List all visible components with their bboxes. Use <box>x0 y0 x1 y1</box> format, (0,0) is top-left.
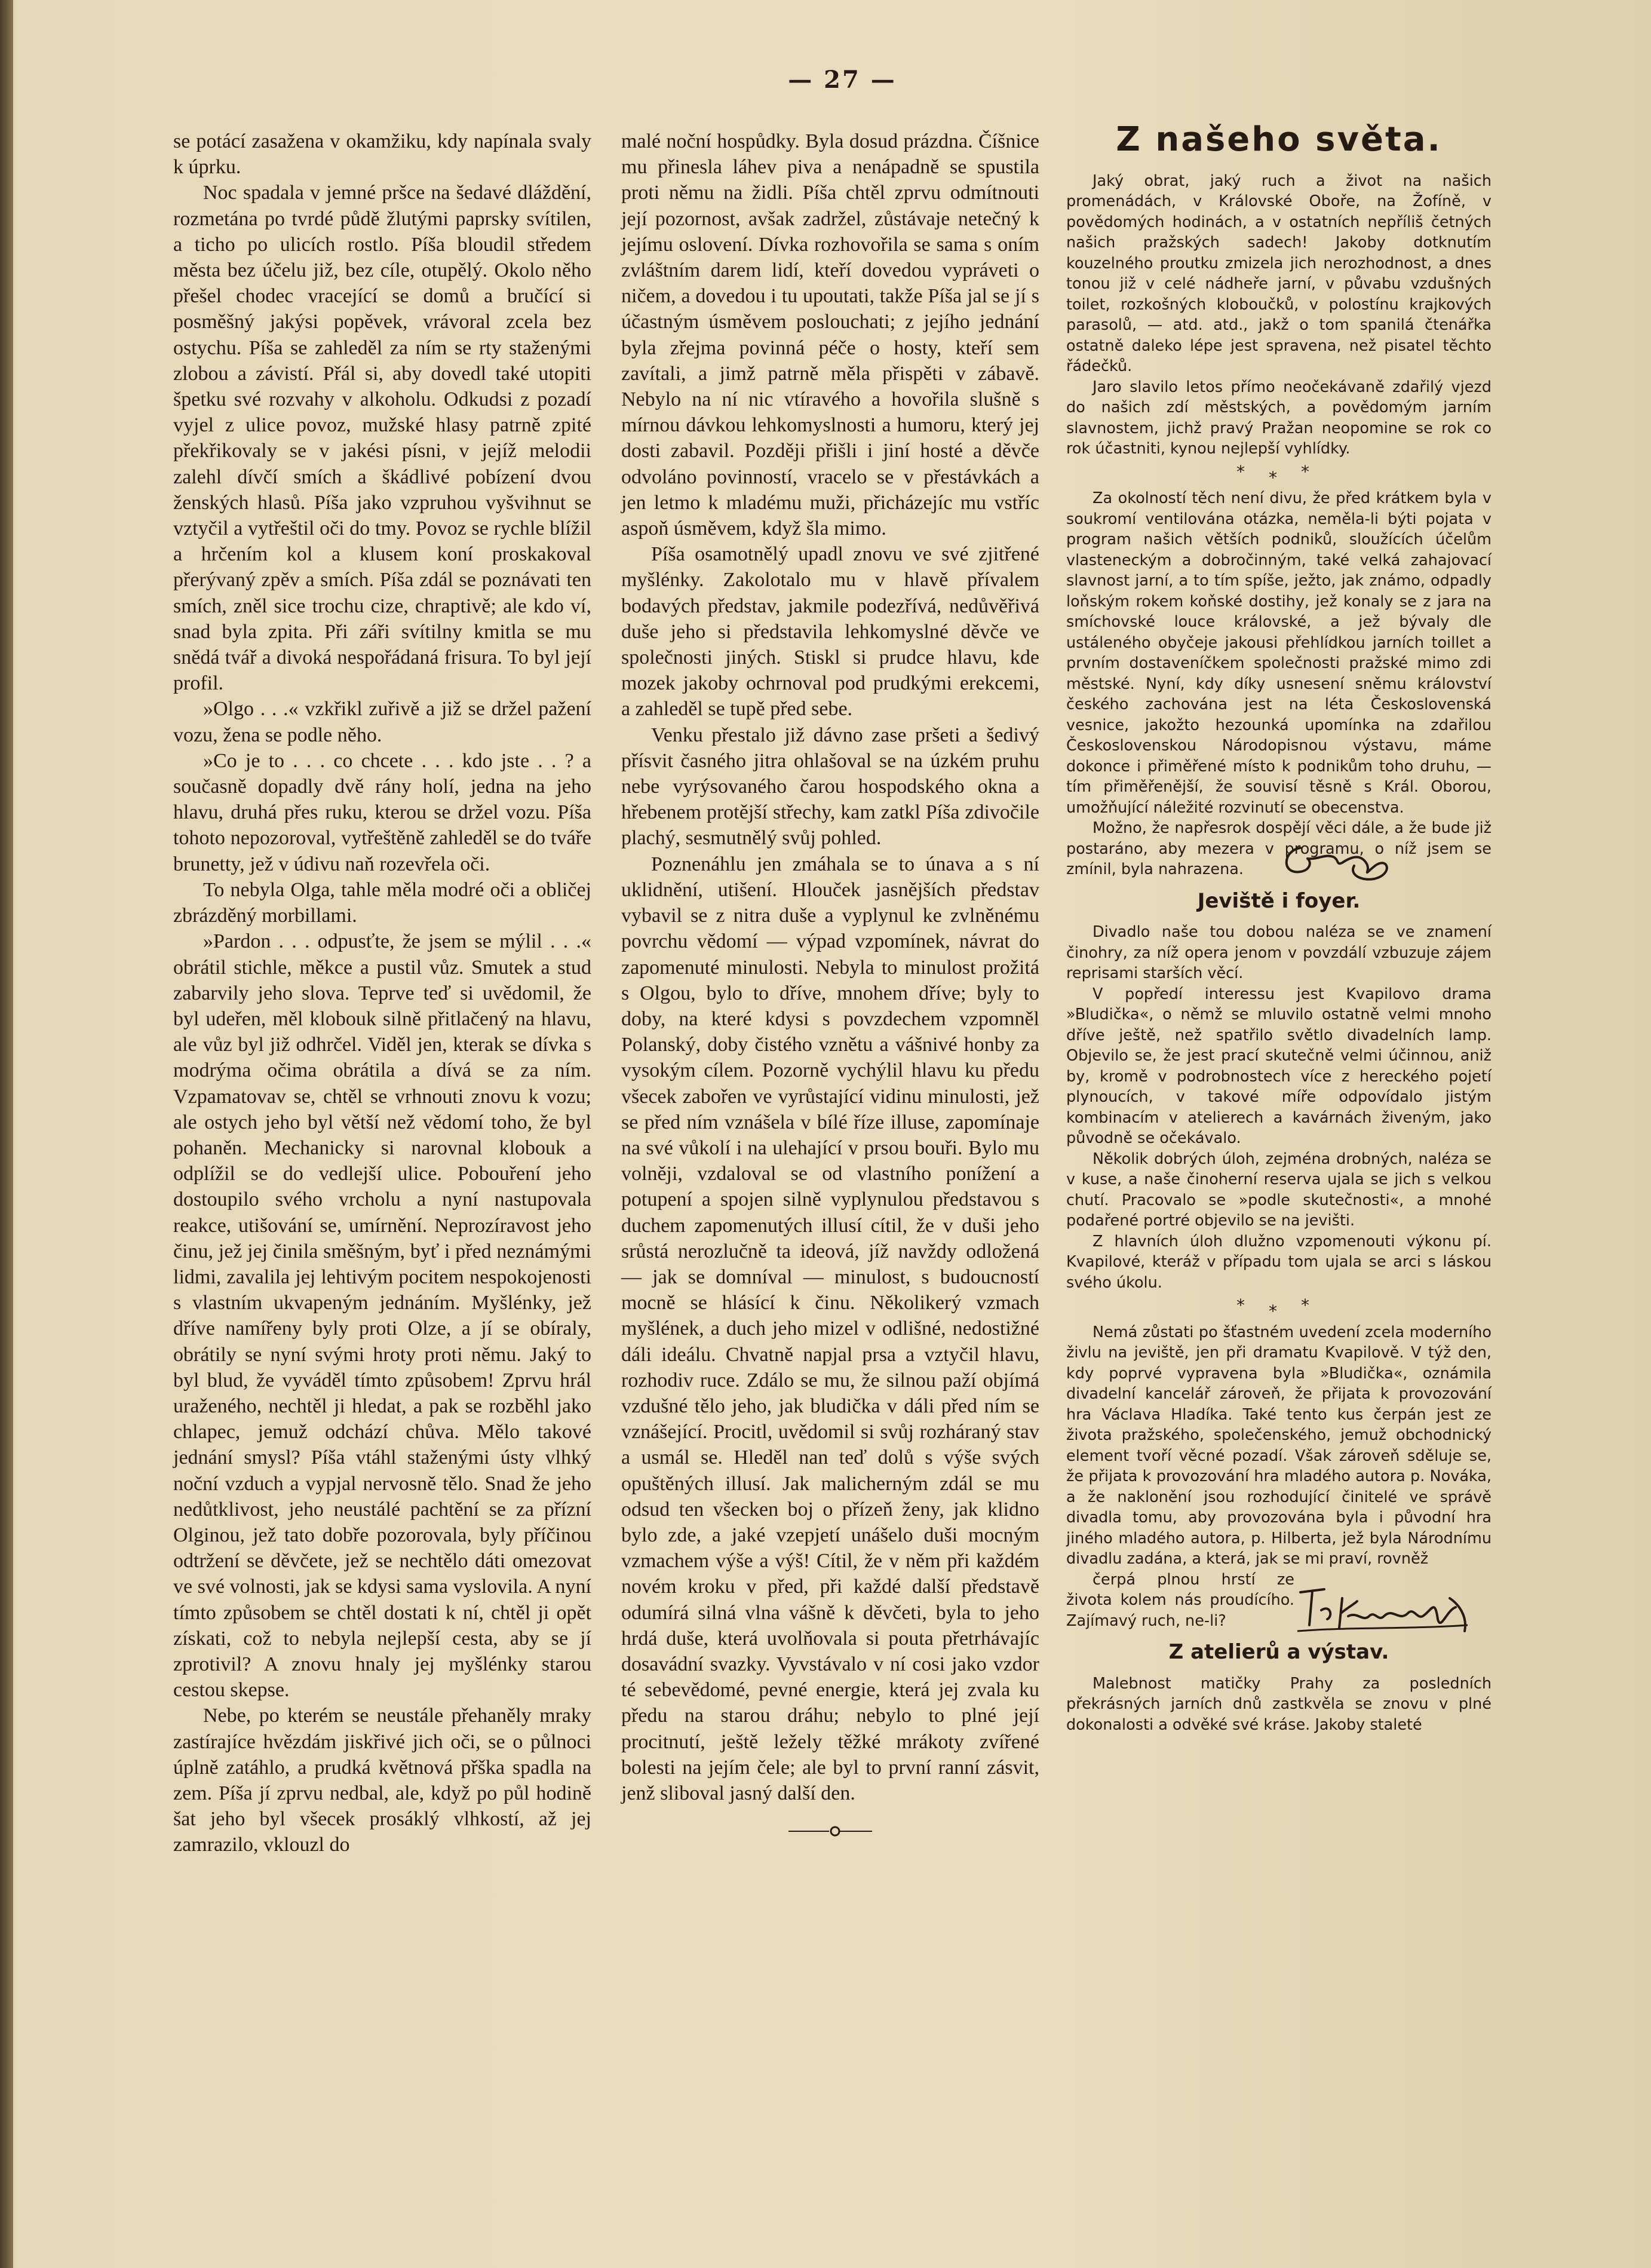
paragraph: V popředí interessu jest Kvapilovo drama »Bludička«, o němž se mluvilo ostatně velmi mnoho dříve ještě, než spatřilo světlo divadelních lamp. Objevilo se, že jest prací skutečně velmi účinnou, aniž by, kromě v podrobnostech více z hereckého pojetí plynoucích, v takové míře odpovídalo jistým kombinacím v atelierech a kavárnách živeným, jako původně se očekávalo. <box>1066 985 1492 1147</box>
paragraph: »Pardon . . . odpusťte, že jsem se mýlil . . .« obrátil stichle, měkce a pustil vůz. Smutek a stud zabarvily jeho slova. Teprve teď si uvědomil, že byl udeřen, měl klobouk silně přitlačený na hlavu, ale vůz byl již odhrčel. Viděl jen, kterak se dívka s modrýma očima obrátila a dívá se za ním. Vzpamatovav se, chtěl se vrhnouti znovu k vozu; ale ostych jeho byl větší než vědomí toho, že byl pohaněn. Mechanicky si narovnal klobouk a odplížil se do vedlejší ulice. Pobouření jeho dostoupilo svého vrcholu a nyní nastupovala reakce, utišování se, umírnění. Neprozíravost jeho činu, jež jej činila směšným, byť i před neznámými lidmi, zavalila jej lehtivým pocitem nespokojenosti s vlastním ukvapeným jednáním. Myšlénky, jež dříve namířeny byly proti Olze, a jí se obíraly, obrátily se nyní svými hroty proti němu. Jaký to byl blud, že vyváděl tímto způsobem! Zprvu hrál uraženého, nechtěl ji hledat, a pak se rozběhl jako chlapec, jemuž odchází chůva. Mělo takové jednání smysl? Píša vtáhl staženými ústy vlhký noční vzduch a vypjal nervosně tělo. Snad že jeho nedůtklivost, jeho neustálé pachtění se za přízní Olginou, jež tato dobře pozorovala, byly příčinou odtržení se děvčete, jež se nechtělo dáti omezovat ve své volnosti, jak se kdysi sama vyslovila. A nyní tímto způsobem se chtěl dostati k ní, chtěl ji opět získati, což to nebyla nejlepší cesta, aby se jí zprotivil? A znovu hnaly jej myšlénky starou cestou skepse. <box>173 930 591 1702</box>
paragraph: Divadlo naše tou dobou naléza se ve znamení činohry, za níž opera jenom v povzdálí vzbuzuje zájem reprisami starších věcí. <box>1066 923 1492 982</box>
signature-block <box>1066 1570 1492 1632</box>
paragraph: Venku přestalo již dávno zase pršeti a šedivý přísvit časného jitra ohlašoval se na úzkém pruhu nebe vyrýsovaného čarou hospodského okna a hřebenem protější střechy, kam zatkl Píša zdivočile plachý, sesmutnělý svůj pohled. <box>621 724 1039 850</box>
paragraph: To nebyla Olga, tahle měla modré oči a obličej zbrázděný morbillami. <box>173 878 591 927</box>
paragraph: Několik dobrých úloh, zejména drobných, naléza se v kuse, a naše činoherní reserva ujala se jich s velkou chutí. Pracovalo se »podle skutečnosti«, a mnohé podařené portré objevilo se na jevišti. <box>1066 1150 1492 1230</box>
end-ornament <box>621 1822 1039 1847</box>
paragraph: se potácí zasažena v okamžiku, kdy napínala svaly k úprku. <box>173 130 591 179</box>
asterism-divider: *** <box>1236 1295 1333 1321</box>
paragraph: Za okolností těch není divu, že před krátkem byla v soukromí ventilována otázka, neměla-li býti pojata v program našich větších podniků, sloužících účelům vlasteneckým a dobročinným, také velká zahajovací slavnost jarní, a to tím spíše, ježto, jak známo, odpadly loňským rokem koňské dostihy, jež konaly se z jara na smíchovské louce královské, a jež bývaly dle ustáleného obyčeje jakousi přehlídkou jarních toillet a prvním dostaveníčkem společnosti pražské mimo zdi městské. Nyní, kdy díky usnesení sněmu království českého zachována jest na léta Československá vesnice, jakožto hezounká upomínka na zdařilou Československou Národopisnou výstavu, máme dokonce i přiměřené místo k podnikům toho druhu, — tím přiměřenější, že souvisí těsně s Král. Oborou, umožňující náležité rozvinutí se obecenstva. <box>1066 489 1492 817</box>
paragraph: »Co je to . . . co chcete . . . kdo jste . . ? a současně dopadly dvě rány holí, jedna na jeho hlavu, druhá přes ruku, kterou se držel vozu. Píša tohoto nepozoroval, vytřeštěně zahleděl se do tváře brunetty, jež v údivu naň rozevřela oči. <box>173 749 591 875</box>
subsection-heading-atelier: Z atelierů a výstav. <box>1168 1640 1389 1664</box>
paragraph: Možno, že napřesrok dospějí věci dále, a že bude již postaráno, aby mezera v programu, o níž jsem se zmínil, byla nahrazena. <box>1066 819 1492 878</box>
page-number: — 27 — <box>788 66 897 94</box>
paragraph: Malebnost matičky Prahy za posledních překrásných jarních dnů zastkvěla se znovu v plné dokonalosti a odvěké své kráse. Jakoby staleté <box>1066 1674 1492 1734</box>
paragraph: malé noční hospůdky. Byla dosud prázdna. Číšnice mu přinesla láhev piva a nenápadně se spustila proti němu na židli. Píša chtěl zprvu odmítnouti její pozornost, avšak zadržel, zůstávaje netečný k jejímu oslovení. Dívka rozhovořila se sama s oním zvláštním darem lidí, kteří dovedou vypráveti o ničem, a dovedou i tu upoutati, takže Píša jal se jí s účastným úsměvem poslouchati; z jejího jednání byla zřejma povinná péče o hosty, kteří sem zavítali, a jimž patrně měla přispěti v zábavě. Nebylo na ní nic vtíravého a hovořila slušně s mírnou dávkou lehkomyslnosti a humoru, který jej dosti zabavil. Později přišli i jiní hosté a děvče odvoláno povinností, vracelo se v přestávkách a jen letmo k mladému muži, přicházejíc mu vstříc aspoň úsměvem, když šla mimo. <box>621 130 1039 540</box>
signature-icon <box>1276 830 1402 890</box>
binding-edge <box>0 0 13 2268</box>
column-middle <box>621 128 1039 1847</box>
column-right <box>1066 120 1492 1735</box>
paragraph: Jaro slavilo letos přímo neočekávaně zdařilý vjezd do našich zdí městských, a povědomým jarním slavnostem, jichž pravý Pražan neopomine se rok co rok účastniti, kynou nejlepší vyhlídky. <box>1066 378 1492 458</box>
paragraph: čerpá plnou hrstí ze života kolem nás proudícího. Zajímavý ruch, ne-li? <box>1066 1570 1294 1630</box>
paragraph: Poznenáhlu jen zmáhala se to únava a s ní uklidnění, utišení. Hlouček jasnějších představ vybavil se z nitra duše a vyplynul ke zvlněnému povrchu vědomí — výpad vzpomínek, návrat do zapomenuté minulosti. Nebyla to minulost prožitá s Olgou, bylo to dříve, mnohem dříve; byly to doby, na které kdysi s povzdechem vzpomněl Polanský, doby čistého vznětu a vášnivé honby za vysokým cílem. Pozorně vychýlil hlavu ku předu všecek zabořen ve vyrůstající vidinu minulosti, jež se před ním vznášela v bílé říze illuse, zapomínaje na své vůkolí i na ulehající v prsou bouři. Bylo mu volněji, vzdaloval se od vlastního ponížení a potupení a spojen silně vyplynulou představou s duchem zapomenutých illusí cítil, že v duši jeho srůstá nerozlučně ta ideová, jíž navždy odložená — jak se domníval — minulost, s budoucností mocně se hlásící k činu. Několikerý vzmach myšlének, a duch jeho mizel v odlišné, nedostižné dáli ideálu. Chvatně napjal prsa a vztyčil hlavu, rozhodiv ruce. Zdálo se mu, že silnou paží objímá vzdušné tělo jeho, jak bludička v dáli před ním se vznášející. Procitl, uvědomil si svůj rozháraný stav a usmál se. Hleděl nan teď dolů s výše svých opuštěných illusí. Jak malicherným zdál se mu odsud ten všecken boj o přízeň ženy, jak klidno bylo zde, a jaké vzepjetí unášelo duši mocným vzmachem výše a výš! Cítil, že v něm při každém novém kroku v před, při každé další představě odumírá silná vlna vášně k děvčeti, byla to jeho hrdá duše, která uvolňovala si pouta přetrhávajíc dosavádní svazky. Vyvstávalo v ní cosi jako vzdor té sebevědomé, pevné energie, která jej zvala ku předu na starou dráhu; nebylo to plné její procitnutí, ještě ležely těžké mrákoty zvířené bolesti na jejím čele; ale byl to první ranní zásvit, jenž sliboval jasný další den. <box>621 853 1039 1804</box>
paragraph: Noc spadala v jemné pršce na šedavé dláždění, rozmetána po tvrdé půdě žlutými paprsky svítilen, a ticho po ulicích rostlo. Píša bloudil středem města bez účelu již, bez cíle, otupělý. Okolo něho přešel chodec vracející se domů a bručící si posměšný jakýsi popěvek, vrávoral zcela bez ostychu. Píša se zahleděl za ním se rty staženými zlobou a závistí. Přál si, aby dovedl také utopiti špetku své rozvahy v alkoholu. Odkudsi z pozadí vyjel z ulice povoz, mužské hlasy patrně zpité překřikovaly se v jakési písni, v jejíž melodii zalehl dívčí smích a škádlivé pobízení dvou ženských hlasů. Píša jako vzpruhou vyšvihnut se vztyčil a vytřeštil oči do tmy. Povoz se rychle blížil a hrčením kol a klusem koní proskakoval přerývaný zpěv a smích. Píša zdál se poznávati ten smích, zněl sice trochu cize, chraptivě; ale kdo ví, snad byla zpita. Při záři svítilny kmitla se mu snědá tvář a divoká nespořádaná frisura. To byl její profil. <box>173 182 591 695</box>
paragraph: »Olgo . . .« vzkřikl zuřivě a již se držel pažení vozu, žena se podle něho. <box>173 698 591 746</box>
signature-block <box>1066 818 1492 880</box>
section-heading: Z našeho světa. <box>1116 120 1442 159</box>
paragraph: Jaký obrat, jaký ruch a život na našich promenádách, v Královské Oboře, na Žofíně, v povědomých hodinách, a v ostatních nepříliš četných našich pražských sadech! Jakoby dotknutím kouzelného proutku zmizela jich nerozhodnost, a dnes tonou již v celé nádheře jarní, v půvabu vzdušných toilet, rozkošných kloboučků, v polostínu krajkových parasolů, — atd. atd., jakž o tom spanilá čtenářka ostatně daleko lépe jest spravena, než pisatel těchto řádečků. <box>1066 171 1492 375</box>
paragraph: Nebe, po kterém se neustále přehaněly mraky zastírajíce hvězdám jiskřivé jich oči, se o půlnoci úplně zatáhlo, a prudká květnová přška spadla na zem. Píša jí zprvu nedbal, ale, když po půl hodině šat jeho byl všecek prosáklý vlhkostí, až jej zamrazilo, vklouzl do <box>173 1705 591 1856</box>
paragraph: Píša osamotnělý upadl znovu ve své zjitřené myšlénky. Zakolotalo mu v hlavě přívalem bodavých představ, jakmile podezřívá, nedůvěřivá duše jeho si představila lehkomyslné děvče ve společnosti jiných. Stiskl si prudce hlavu, kde mozek jakoby ochrnoval pod prudkými erekcemi, a zahleděl se tupě před sebe. <box>621 543 1039 721</box>
paragraph: Z hlavních úloh dlužno vzpomenouti výkonu pí. Kvapilové, kteráž v případu tom ujala se arci s láskou svého úkolu. <box>1066 1232 1492 1292</box>
column-left <box>173 128 591 1858</box>
asterism-divider: *** <box>1236 461 1333 488</box>
subsection-heading-theatre: Jeviště i foyer. <box>1197 888 1361 913</box>
paragraph: Nemá zůstati po šťastném uvedení zcela moderního živlu na jeviště, jen při dramatu Kvapilově. V týž den, kdy poprvé vypravena byla »Bludička«, oznámila divadelní kancelář zároveň, že přijata k provozování hra Václava Hladíka. Také tento kus čerpán jest ze života pražského, společenského, jemuž obchodnický element tvoří věcné pozadí. Však zároveň sděluje se, že přijata k provozování hra mladého autora p. Nováka, a že naklonění jsou rozhodující činitelé ve správě divadla tomu, aby provozována byla i původní hra jiného mladého autora, p. Hilberta, jež byla Národnímu divadlu zadána, a která, jak se mi praví, rovněž <box>1066 1323 1492 1568</box>
signature-icon <box>1288 1574 1480 1640</box>
